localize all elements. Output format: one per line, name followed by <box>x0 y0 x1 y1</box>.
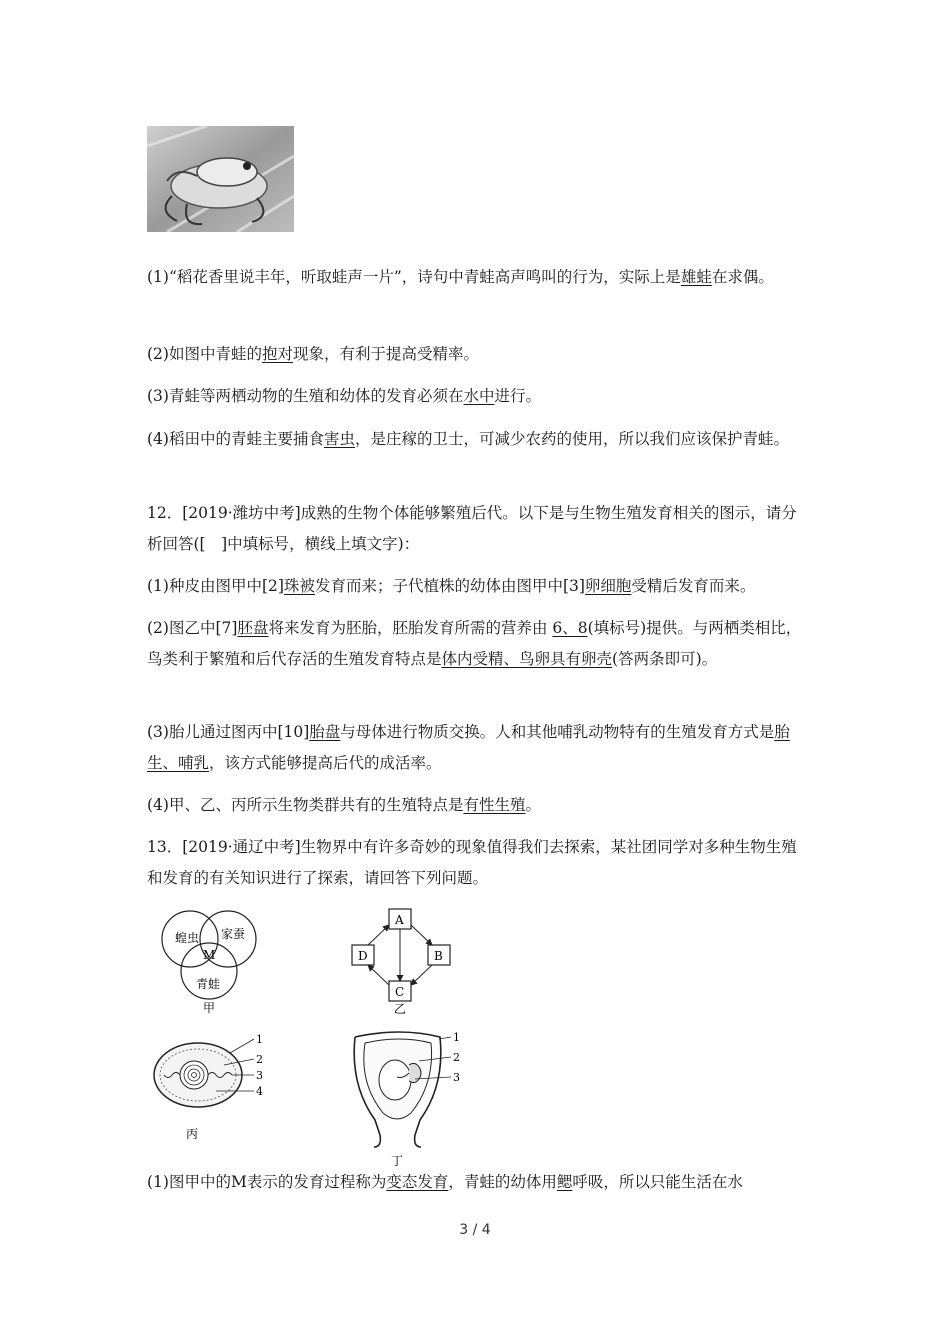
uterus-label-3: 3 <box>453 1071 460 1084</box>
venn-label-frog: 青蛙 <box>196 977 221 991</box>
venn-label-locust: 蝗虫 <box>175 931 200 945</box>
answer-blank: 胎生、哺乳 <box>147 723 790 772</box>
figure-caption-jia: 甲 <box>203 1001 216 1015</box>
q13-stem: 13．[2019·通辽中考]生物界中有许多奇妙的现象值得我们去探索，某社团同学对多种生物生殖和发育的有关知识进行了探索，请回答下列问题。 <box>147 838 797 887</box>
fetus <box>379 1060 411 1100</box>
q12-part3: (3)胎儿通过图丙中[10]胎盘与母体进行物质交换。人和其他哺乳动物特有的生殖发育方式是胎生、哺乳，该方式能够提高后代的成活率。 <box>147 723 790 772</box>
figure-ding-uterus <box>345 1025 465 1170</box>
answer-blank: 珠被 <box>283 577 315 595</box>
egg-label-4: 4 <box>256 1085 263 1098</box>
q11-part2: (2)如图中青蛙的抱对现象，有利于提高受精率。 <box>147 345 479 363</box>
uterus-label-1: 1 <box>453 1031 460 1044</box>
arrow-c-d <box>368 965 389 985</box>
box-b-label: B <box>434 949 443 963</box>
page-number: 3 / 4 <box>459 1222 491 1238</box>
figure-caption-bing: 丙 <box>186 1127 199 1141</box>
arrow-b-c <box>411 965 432 985</box>
answer-blank: 害虫 <box>323 430 355 448</box>
egg-label-2: 2 <box>256 1053 263 1066</box>
figure-jia-venn <box>155 905 265 1015</box>
q12-part4: (4)甲、乙、丙所示生物类群共有的生殖特点是有性生殖。 <box>147 796 541 814</box>
frog-amplexus-photo <box>147 126 294 232</box>
q12-part2: (2)图乙中[7]胚盘将来发育为胚胎，胚胎发育所需的营养由 6、8(填标号)提供。与两栖类相比，鸟类利于繁殖和后代存活的生殖发育特点是体内受精、鸟卵具有卵壳(答两条即可)。 <box>147 619 802 668</box>
box-d-label: D <box>358 949 368 963</box>
answer-blank: 胚盘 <box>237 619 269 637</box>
answer-blank: 变态发育 <box>386 1173 449 1191</box>
q12-part1: (1)种皮由图甲中[2]珠被发育而来；子代植株的幼体由图甲中[3]卵细胞受精后发育而来。 <box>147 577 756 595</box>
venn-label-silkworm: 家蚕 <box>221 927 246 941</box>
answer-blank: 体内受精、鸟卵具有卵壳 <box>441 650 613 668</box>
box-c-label: C <box>395 985 405 999</box>
venn-label-m: M <box>203 948 216 962</box>
box-a-label: A <box>395 913 404 927</box>
answer-blank: 6、8 <box>552 619 588 637</box>
arrow-a-b <box>411 925 432 945</box>
answer-blank: 鳃 <box>556 1173 573 1191</box>
answer-blank: 胎盘 <box>309 723 341 741</box>
figure-caption-ding: 丁 <box>391 1154 404 1168</box>
q11-part1: (1)“稻花香里说丰年，听取蛙声一片”，诗句中青蛙高声鸣叫的行为，实际上是雄蛙在求偶。 <box>147 268 774 286</box>
egg-label-3: 3 <box>256 1069 263 1082</box>
answer-blank: 抱对 <box>261 345 293 363</box>
q12-stem: 12．[2019·潍坊中考]成熟的生物个体能够繁殖后代。以下是与生物生殖发育相关的图示，请分析回答([ ]中填标号，横线上填文字)： <box>147 504 797 553</box>
q11-part3: (3)青蛙等两栖动物的生殖和幼体的发育必须在水中进行。 <box>147 387 541 405</box>
answer-blank: 有性生殖 <box>463 796 526 814</box>
figure-yi-cycle <box>348 905 458 1015</box>
arrow-d-a <box>368 925 389 945</box>
q13-part1: (1)图甲中的M表示的发育过程称为变态发育，青蛙的幼体用鳃呼吸，所以只能生活在水 <box>147 1173 743 1191</box>
q11-part4: (4)稻田中的青蛙主要捕食害虫，是庄稼的卫士，可减少农药的使用，所以我们应该保护青蛙。 <box>147 430 789 448</box>
answer-blank: 水中 <box>463 387 495 405</box>
answer-blank: 雄蛙 <box>680 268 712 286</box>
figure-caption-yi: 乙 <box>394 1002 407 1015</box>
uterus-label-2: 2 <box>453 1051 460 1064</box>
answer-blank: 卵细胞 <box>584 577 632 595</box>
figure-bing-egg <box>150 1025 270 1145</box>
egg-label-1: 1 <box>256 1033 263 1046</box>
